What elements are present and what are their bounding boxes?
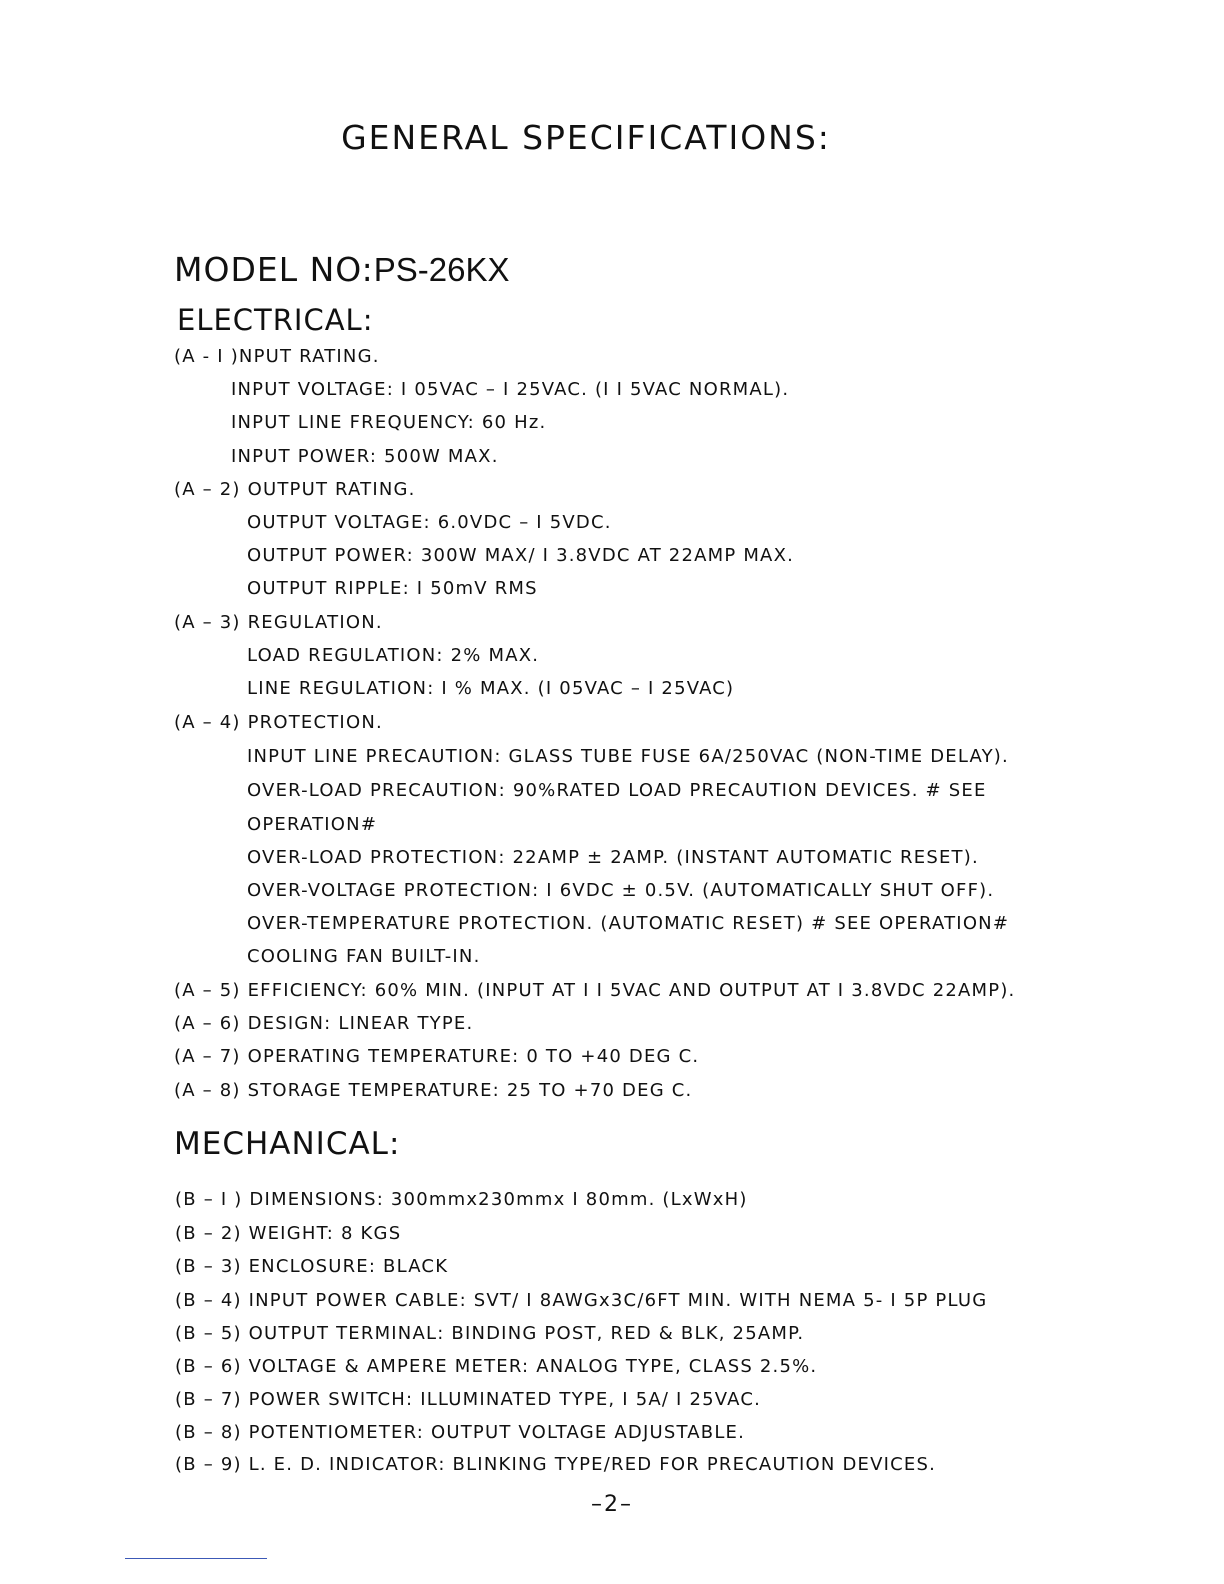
- mechanical-heading: MECHANICAL:: [174, 1126, 401, 1162]
- spec-line: (B – 9) L. E. D. INDICATOR: BLINKING TYPE/RED FOR PRECAUTION DEVICES.: [175, 1454, 937, 1475]
- spec-line: (B – 8) POTENTIOMETER: OUTPUT VOLTAGE ADJUSTABLE.: [175, 1422, 746, 1443]
- spec-line: (B – 3) ENCLOSURE: BLACK: [175, 1256, 449, 1277]
- spec-line: OVER-LOAD PROTECTION: 22AMP ± 2AMP. (INSTANT AUTOMATIC RESET).: [247, 847, 979, 868]
- spec-line: (B – I ) DIMENSIONS: 300mmx230mmx I 80mm. (LxWxH): [175, 1189, 748, 1210]
- spec-line: INPUT VOLTAGE: I 05VAC – I 25VAC. (I I 5VAC NORMAL).: [231, 379, 790, 400]
- spec-line: (A – 6) DESIGN: LINEAR TYPE.: [174, 1013, 474, 1034]
- page-number: –2–: [591, 1492, 633, 1517]
- electrical-heading: ELECTRICAL:: [177, 303, 374, 337]
- spec-line: (B – 5) OUTPUT TERMINAL: BINDING POST, RED & BLK, 25AMP.: [175, 1323, 805, 1344]
- spec-line: OUTPUT POWER: 300W MAX/ I 3.8VDC AT 22AMP MAX.: [247, 545, 795, 566]
- spec-line: (A – 8) STORAGE TEMPERATURE: 25 TO +70 DEG C.: [174, 1080, 693, 1101]
- spec-line: INPUT LINE PRECAUTION: GLASS TUBE FUSE 6A/250VAC (NON-TIME DELAY).: [247, 746, 1009, 767]
- spec-line: (A – 5) EFFICIENCY: 60% MIN. (INPUT AT I I 5VAC AND OUTPUT AT I 3.8VDC 22AMP).: [174, 980, 1016, 1001]
- spec-line: OPERATION#: [247, 814, 378, 835]
- spec-line: INPUT LINE FREQUENCY: 60 Hz.: [231, 412, 547, 433]
- spec-line: (B – 6) VOLTAGE & AMPERE METER: ANALOG TYPE, CLASS 2.5%.: [175, 1356, 818, 1377]
- model-number: [174, 250, 510, 289]
- spec-line: (A – 7) OPERATING TEMPERATURE: 0 TO +40 DEG C.: [174, 1046, 700, 1067]
- model-value: PS-26KX: [373, 251, 510, 288]
- spec-line: (A – 2) OUTPUT RATING.: [174, 479, 416, 500]
- page-title: GENERAL SPECIFICATIONS:: [341, 118, 831, 157]
- spec-line: OUTPUT VOLTAGE: 6.0VDC – I 5VDC.: [247, 512, 612, 533]
- spec-line: COOLING FAN BUILT-IN.: [247, 946, 481, 967]
- spec-line: (A - I )NPUT RATING.: [174, 346, 380, 367]
- spec-line: (B – 4) INPUT POWER CABLE: SVT/ I 8AWGx3C/6FT MIN. WITH NEMA 5- I 5P PLUG: [175, 1290, 988, 1311]
- model-label: MODEL NO:: [174, 250, 374, 289]
- spec-line: OUTPUT RIPPLE: I 50mV RMS: [247, 578, 538, 599]
- spec-line: LOAD REGULATION: 2% MAX.: [247, 645, 540, 666]
- spec-line: (B – 7) POWER SWITCH: ILLUMINATED TYPE, I 5A/ I 25VAC.: [175, 1389, 762, 1410]
- footer-rule: [125, 1558, 267, 1559]
- spec-line: INPUT POWER: 500W MAX.: [231, 446, 499, 467]
- spec-line: (B – 2) WEIGHT: 8 KGS: [175, 1223, 402, 1244]
- spec-line: (A – 3) REGULATION.: [174, 612, 383, 633]
- spec-line: (A – 4) PROTECTION.: [174, 712, 383, 733]
- spec-line: OVER-TEMPERATURE PROTECTION. (AUTOMATIC RESET) # SEE OPERATION#: [247, 913, 1010, 934]
- spec-line: LINE REGULATION: I % MAX. (I 05VAC – I 25VAC): [247, 678, 735, 699]
- spec-line: OVER-LOAD PRECAUTION: 90%RATED LOAD PRECAUTION DEVICES. # SEE: [247, 780, 987, 801]
- spec-line: OVER-VOLTAGE PROTECTION: I 6VDC ± 0.5V. (AUTOMATICALLY SHUT OFF).: [247, 880, 995, 901]
